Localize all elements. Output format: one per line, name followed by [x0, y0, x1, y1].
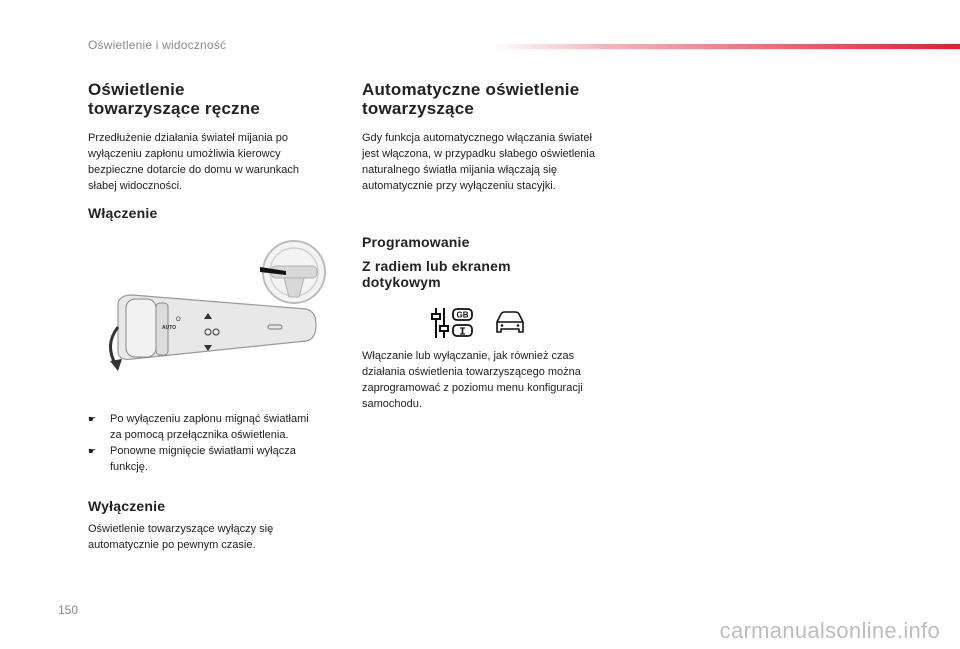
- left-intro: [88, 130, 348, 194]
- menu-text-line: zaprogramować z poziomu menu konfiguracji: [362, 382, 583, 394]
- settings-icon-label: GB: [456, 310, 469, 320]
- section-header: Oświetlenie i widoczność: [88, 38, 227, 52]
- right-title-line1: Automatyczne oświetlenie: [362, 80, 580, 99]
- stalk-body: [118, 295, 316, 359]
- watermark: carmanualsonline.info: [719, 618, 940, 643]
- menu-text: [362, 348, 632, 412]
- right-intro-line: Gdy funkcja automatycznego włączania świateł: [362, 132, 592, 144]
- bullet-item: ☛ Ponowne mignięcie światłami wyłącza funkcję.: [88, 445, 296, 473]
- radio-heading: [362, 258, 511, 290]
- steering-wheel-icon: [260, 241, 325, 303]
- left-title-line1: Oświetlenie: [88, 80, 185, 99]
- right-intro-line: naturalnego światła mijania włączają się: [362, 164, 558, 176]
- radio-heading-line2: dotykowym: [362, 274, 441, 290]
- header-accent-bar: [490, 44, 960, 49]
- light-stalk-illustration: [96, 235, 341, 375]
- right-intro-line: jest włączona, w przypadku słabego oświetlenia: [362, 148, 595, 160]
- left-title: [88, 80, 260, 118]
- switch-off-line: automatycznie po pewnym czasie.: [88, 539, 256, 551]
- page-number: 150: [58, 603, 79, 617]
- left-intro-line: Przedłużenie działania świateł mijania po: [88, 132, 288, 144]
- programming-heading: Programowanie: [362, 234, 470, 250]
- pointer-icon: ☛: [88, 446, 97, 456]
- right-title-line2: towarzyszące: [362, 99, 475, 118]
- bullet-item: ☛ Po wyłączeniu zapłonu mignąć światłami za pomocą przełącznika oświetlenia.: [88, 413, 309, 441]
- switch-off-heading: Wyłączenie: [88, 498, 166, 514]
- switch-off-text: [88, 521, 273, 553]
- left-title-line2: towarzyszące ręczne: [88, 99, 260, 118]
- menu-text-line: działania oświetlenia towarzyszącego można: [362, 366, 581, 378]
- left-intro-line: słabej widoczności.: [88, 180, 183, 192]
- right-title: [362, 80, 579, 118]
- rotation-arrow-icon: [110, 327, 118, 365]
- settings-sliders-icon: [430, 305, 474, 341]
- right-intro: [362, 130, 632, 194]
- left-intro-line: wyłączeniu zapłonu umożliwia kierowcy: [88, 148, 281, 160]
- right-intro-line: automatycznie przy wyłączeniu stacyjki.: [362, 180, 556, 192]
- left-intro-line: bezpieczne dotarcie do domu w warunkach: [88, 164, 299, 176]
- switch-off-line: Oświetlenie towarzyszące wyłączy się: [88, 523, 274, 535]
- switch-on-heading: Włączenie: [88, 205, 158, 221]
- menu-text-line: Włączanie lub wyłączanie, jak również czas: [362, 350, 575, 362]
- stalk-label-o: O: [176, 317, 181, 323]
- menu-text-line: samochodu.: [362, 398, 422, 410]
- stalk-label-auto: AUTO: [162, 325, 177, 331]
- switch-on-bullets: [88, 411, 358, 475]
- car-icon: [493, 308, 527, 338]
- radio-heading-line1: Z radiem lub ekranem: [362, 258, 511, 274]
- pointer-icon: ☛: [88, 414, 97, 424]
